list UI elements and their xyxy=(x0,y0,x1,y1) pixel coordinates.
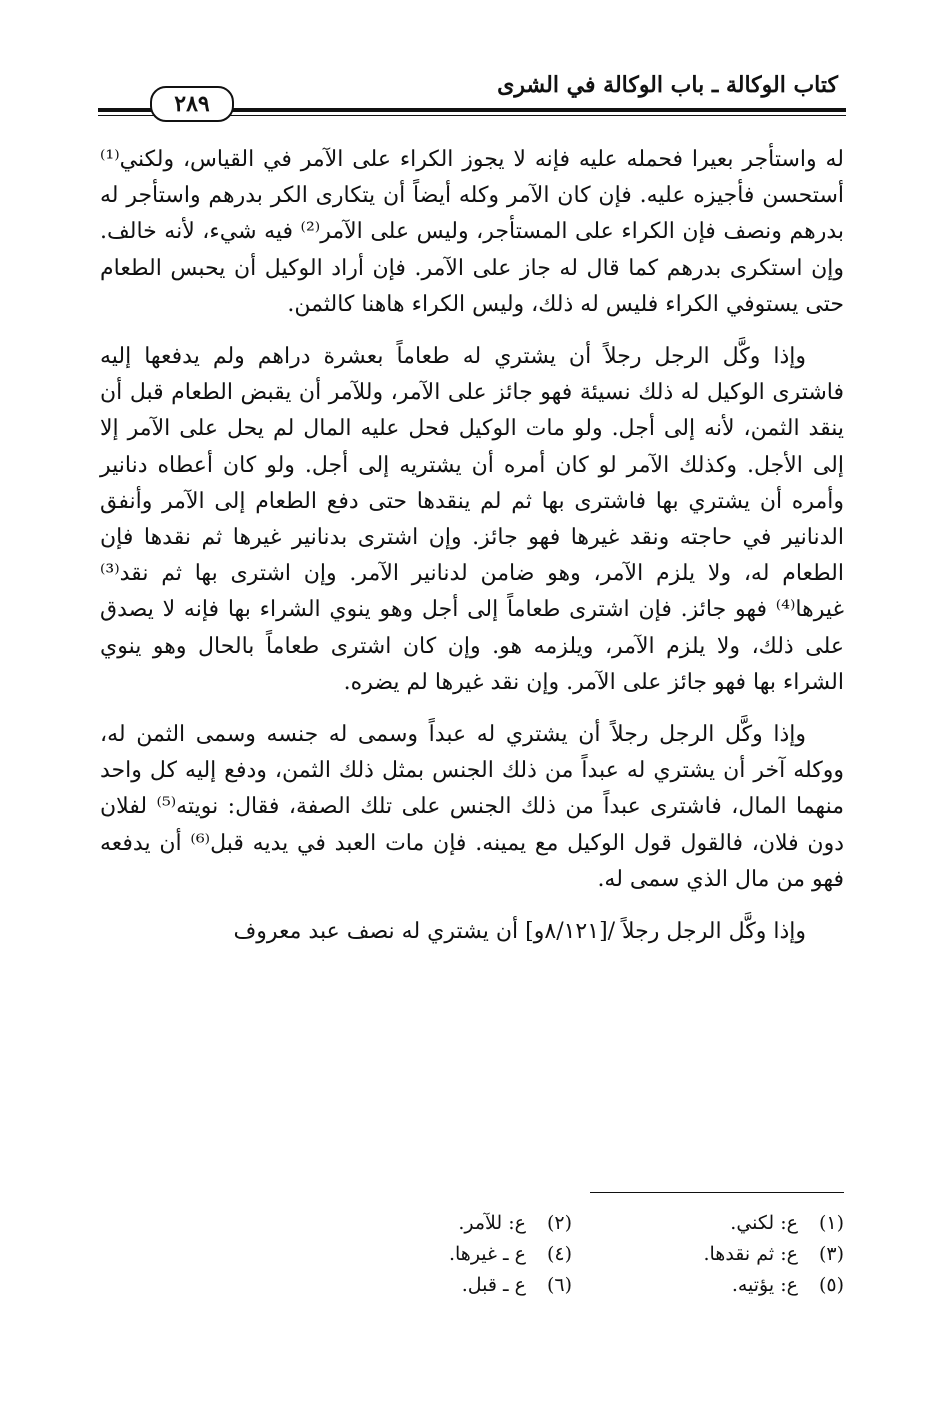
footnote-item xyxy=(572,1270,844,1301)
page-number: ٢٨٩ xyxy=(150,86,234,122)
footnote-text: ع: يؤتيه. xyxy=(731,1274,798,1296)
footnote-text: ع: لكني. xyxy=(730,1212,798,1234)
running-title: كتاب الوكالة ـ باب الوكالة في الشرى xyxy=(497,72,838,98)
footnote-item xyxy=(572,1208,844,1239)
paragraph: له واستأجر بعيرا فحمله عليه فإنه لا يجوز الكراء على الآمر في القياس، ولكني⁽¹⁾ أستحسن فأجيزه عليه. فإن كان الآمر وكله أيضاً أن يتكارى الكر بدرهم واستأجر له بدرهم ونصف فإن الكراء على المستأجر، وليس على الآمر⁽²⁾ فيه شيء، لأنه خالف. وإن استكرى بدرهم كما قال له جاز على الآمر. فإن أراد الوكيل أن يحبس الطعام حتى يستوفي الكراء فليس له ذلك، وليس الكراء هاهنا كالثمن. xyxy=(100,147,845,317)
footnote-item xyxy=(572,1239,844,1270)
footnote-number: (٣) xyxy=(818,1243,844,1265)
paragraph: وإذا وكَّل الرجل رجلاً أن يشتري له عبداً وسمى له جنسه وسمى الثمن له، ووكله آخر أن يشتري له عبداً من ذلك الجنس بمثل ذلك الثمن، ودفع إليه كل واحد منهما المال، فاشترى عبداً من ذلك الجنس على تلك الصفة، فقال: نويته⁽⁵⁾ لفلان دون فلان، فالقول قول الوكيل مع يمينه. فإن مات العبد في يديه قبل⁽⁶⁾ أن يدفعه فهو من مال الذي سمى له. xyxy=(100,722,844,892)
footnote-separator xyxy=(590,1192,844,1193)
footnote-number: (٢) xyxy=(546,1212,572,1234)
paragraph: وإذا وكَّل الرجل رجلاً /[٨/١٢١و] أن يشتري له نصف عبد معروف xyxy=(233,919,806,945)
footnote-item xyxy=(300,1239,572,1270)
footnote-text: ع: ثم نقدها. xyxy=(703,1243,798,1265)
main-text xyxy=(100,142,844,950)
footnote-text: ع ـ قبل. xyxy=(461,1274,526,1296)
footnote-number: (١) xyxy=(818,1212,844,1234)
footnotes xyxy=(300,1208,844,1301)
footnote-number: (٥) xyxy=(818,1274,844,1296)
paragraph: وإذا وكَّل الرجل رجلاً أن يشتري له طعاماً بعشرة دراهم ولم يدفعها إليه فاشترى الوكيل له ذلك نسيئة فهو جائز على الآمر، وللآمر أن يقبض الطعام قبل أن ينقد الثمن، لأنه إلى أجل. ولو مات الوكيل فحل عليه المال لم يحل على الآمر إلا إلى الأجل. وكذلك الآمر لو كان أمره أن يشتريه إلى أجل. ولو كان أعطاه دنانير وأمره أن يشتري بها فاشترى بها ثم لم ينقدها حتى دفع الطعام إلى الآمر وأنفق الدنانير في حاجته ونقد غيرها فهو جائز. وإن اشترى بدنانير غيرها ثم نقدها فإن الطعام له، ولا يلزم الآمر، وهو ضامن لدنانير الآمر. وإن اشترى بها ثم نقد⁽³⁾ غيرها⁽⁴⁾ فهو جائز. فإن اشترى طعاماً إلى أجل وهو ينوي الشراء بها فإنه لا يصدق على ذلك، ولا يلزم الآمر، ويلزمه هو. وإن كان اشترى طعاماً بالحال وهو ينوي الشراء بها فهو جائز على الآمر. وإن نقد غيرها لم يضره. xyxy=(100,344,844,695)
footnote-item xyxy=(300,1270,572,1301)
footnote-number: (٦) xyxy=(546,1274,572,1296)
footnote-text: ع: للآمر. xyxy=(458,1212,526,1234)
footnote-text: ع ـ غيرها. xyxy=(448,1243,526,1265)
footnote-number: (٤) xyxy=(546,1243,572,1265)
footnote-item xyxy=(300,1208,572,1239)
